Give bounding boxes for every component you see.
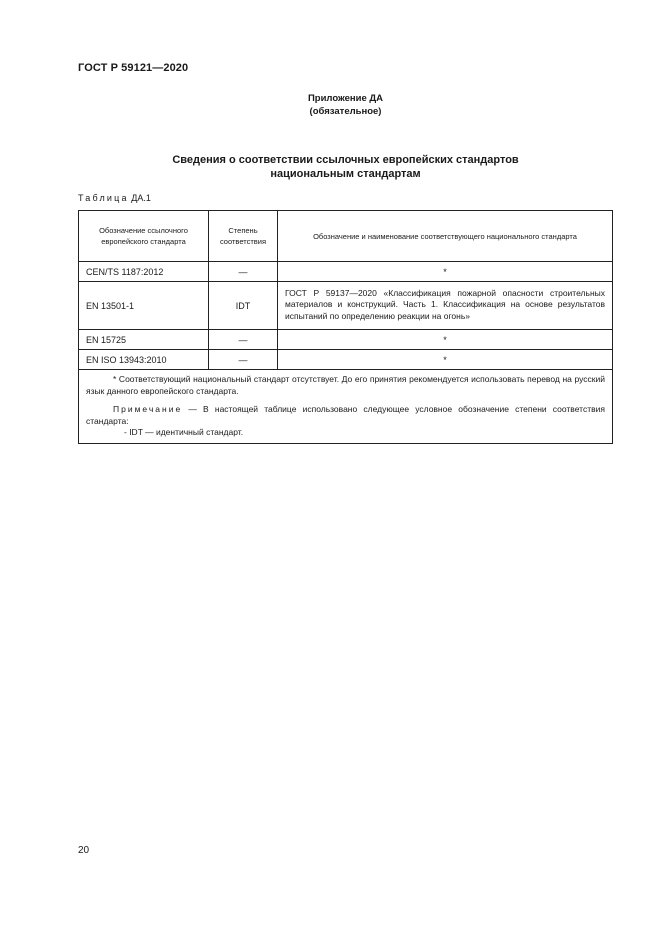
row-designation: EN 15725 bbox=[79, 330, 209, 350]
table-note bbox=[86, 404, 605, 427]
document-code: ГОСТ Р 59121—2020 bbox=[78, 62, 189, 74]
header-degree-text: Степень соответствия bbox=[219, 226, 267, 246]
row-national: ГОСТ Р 59137—2020 «Классификация пожарной опасности строительных материалов и конструкций. Часть 1. Классификация на основе результатов испытаний по определению реакции на огонь» bbox=[278, 282, 613, 330]
table-caption-label: Таблица bbox=[78, 193, 129, 203]
row-designation: EN ISO 13943:2010 bbox=[79, 350, 209, 370]
table-notes bbox=[79, 370, 613, 444]
table-row bbox=[79, 262, 613, 282]
table-caption-number: ДА.1 bbox=[131, 193, 151, 203]
section-title bbox=[78, 153, 613, 181]
header-national bbox=[278, 211, 613, 262]
appendix-heading bbox=[78, 92, 613, 118]
note-label: Примечание bbox=[113, 404, 183, 414]
table-footnote: * Соответствующий национальный стандарт отсутствует. До его принятия рекомендуется использовать перевод на русский язык данного европейского стандарта. bbox=[86, 374, 605, 396]
header-degree bbox=[209, 211, 278, 262]
table-row bbox=[79, 282, 613, 330]
row-national: * bbox=[278, 350, 613, 370]
header-designation-text: Обозначение ссылочного европейского стандарта bbox=[99, 226, 188, 246]
note-text: — В настоящей таблице использовано следующее условное обозначение степени соответствия стандарта: bbox=[86, 404, 605, 426]
section-title-line1: Сведения о соответствии ссылочных европейских стандартов bbox=[172, 154, 519, 166]
row-national: * bbox=[278, 330, 613, 350]
table-header-row bbox=[79, 211, 613, 262]
row-degree: — bbox=[209, 262, 278, 282]
section-title-line2: национальным стандартам bbox=[270, 168, 421, 180]
appendix-title: Приложение ДА bbox=[307, 93, 384, 104]
page-number: 20 bbox=[78, 845, 90, 856]
table-caption bbox=[78, 193, 151, 203]
row-degree: IDT bbox=[209, 282, 278, 330]
appendix-status: (обязательное) bbox=[309, 106, 382, 117]
row-degree: — bbox=[209, 350, 278, 370]
row-designation: EN 13501-1 bbox=[79, 282, 209, 330]
header-national-text: Обозначение и наименование соответствующего национального стандарта bbox=[313, 231, 577, 241]
row-degree: — bbox=[209, 330, 278, 350]
header-designation bbox=[79, 211, 209, 262]
table-row bbox=[79, 350, 613, 370]
table-row bbox=[79, 330, 613, 350]
row-designation: CEN/TS 1187:2012 bbox=[79, 262, 209, 282]
row-national: * bbox=[278, 262, 613, 282]
table-notes-row bbox=[79, 370, 613, 444]
correspondence-table bbox=[78, 210, 613, 444]
note-item: - IDT — идентичный стандарт. bbox=[124, 427, 244, 437]
